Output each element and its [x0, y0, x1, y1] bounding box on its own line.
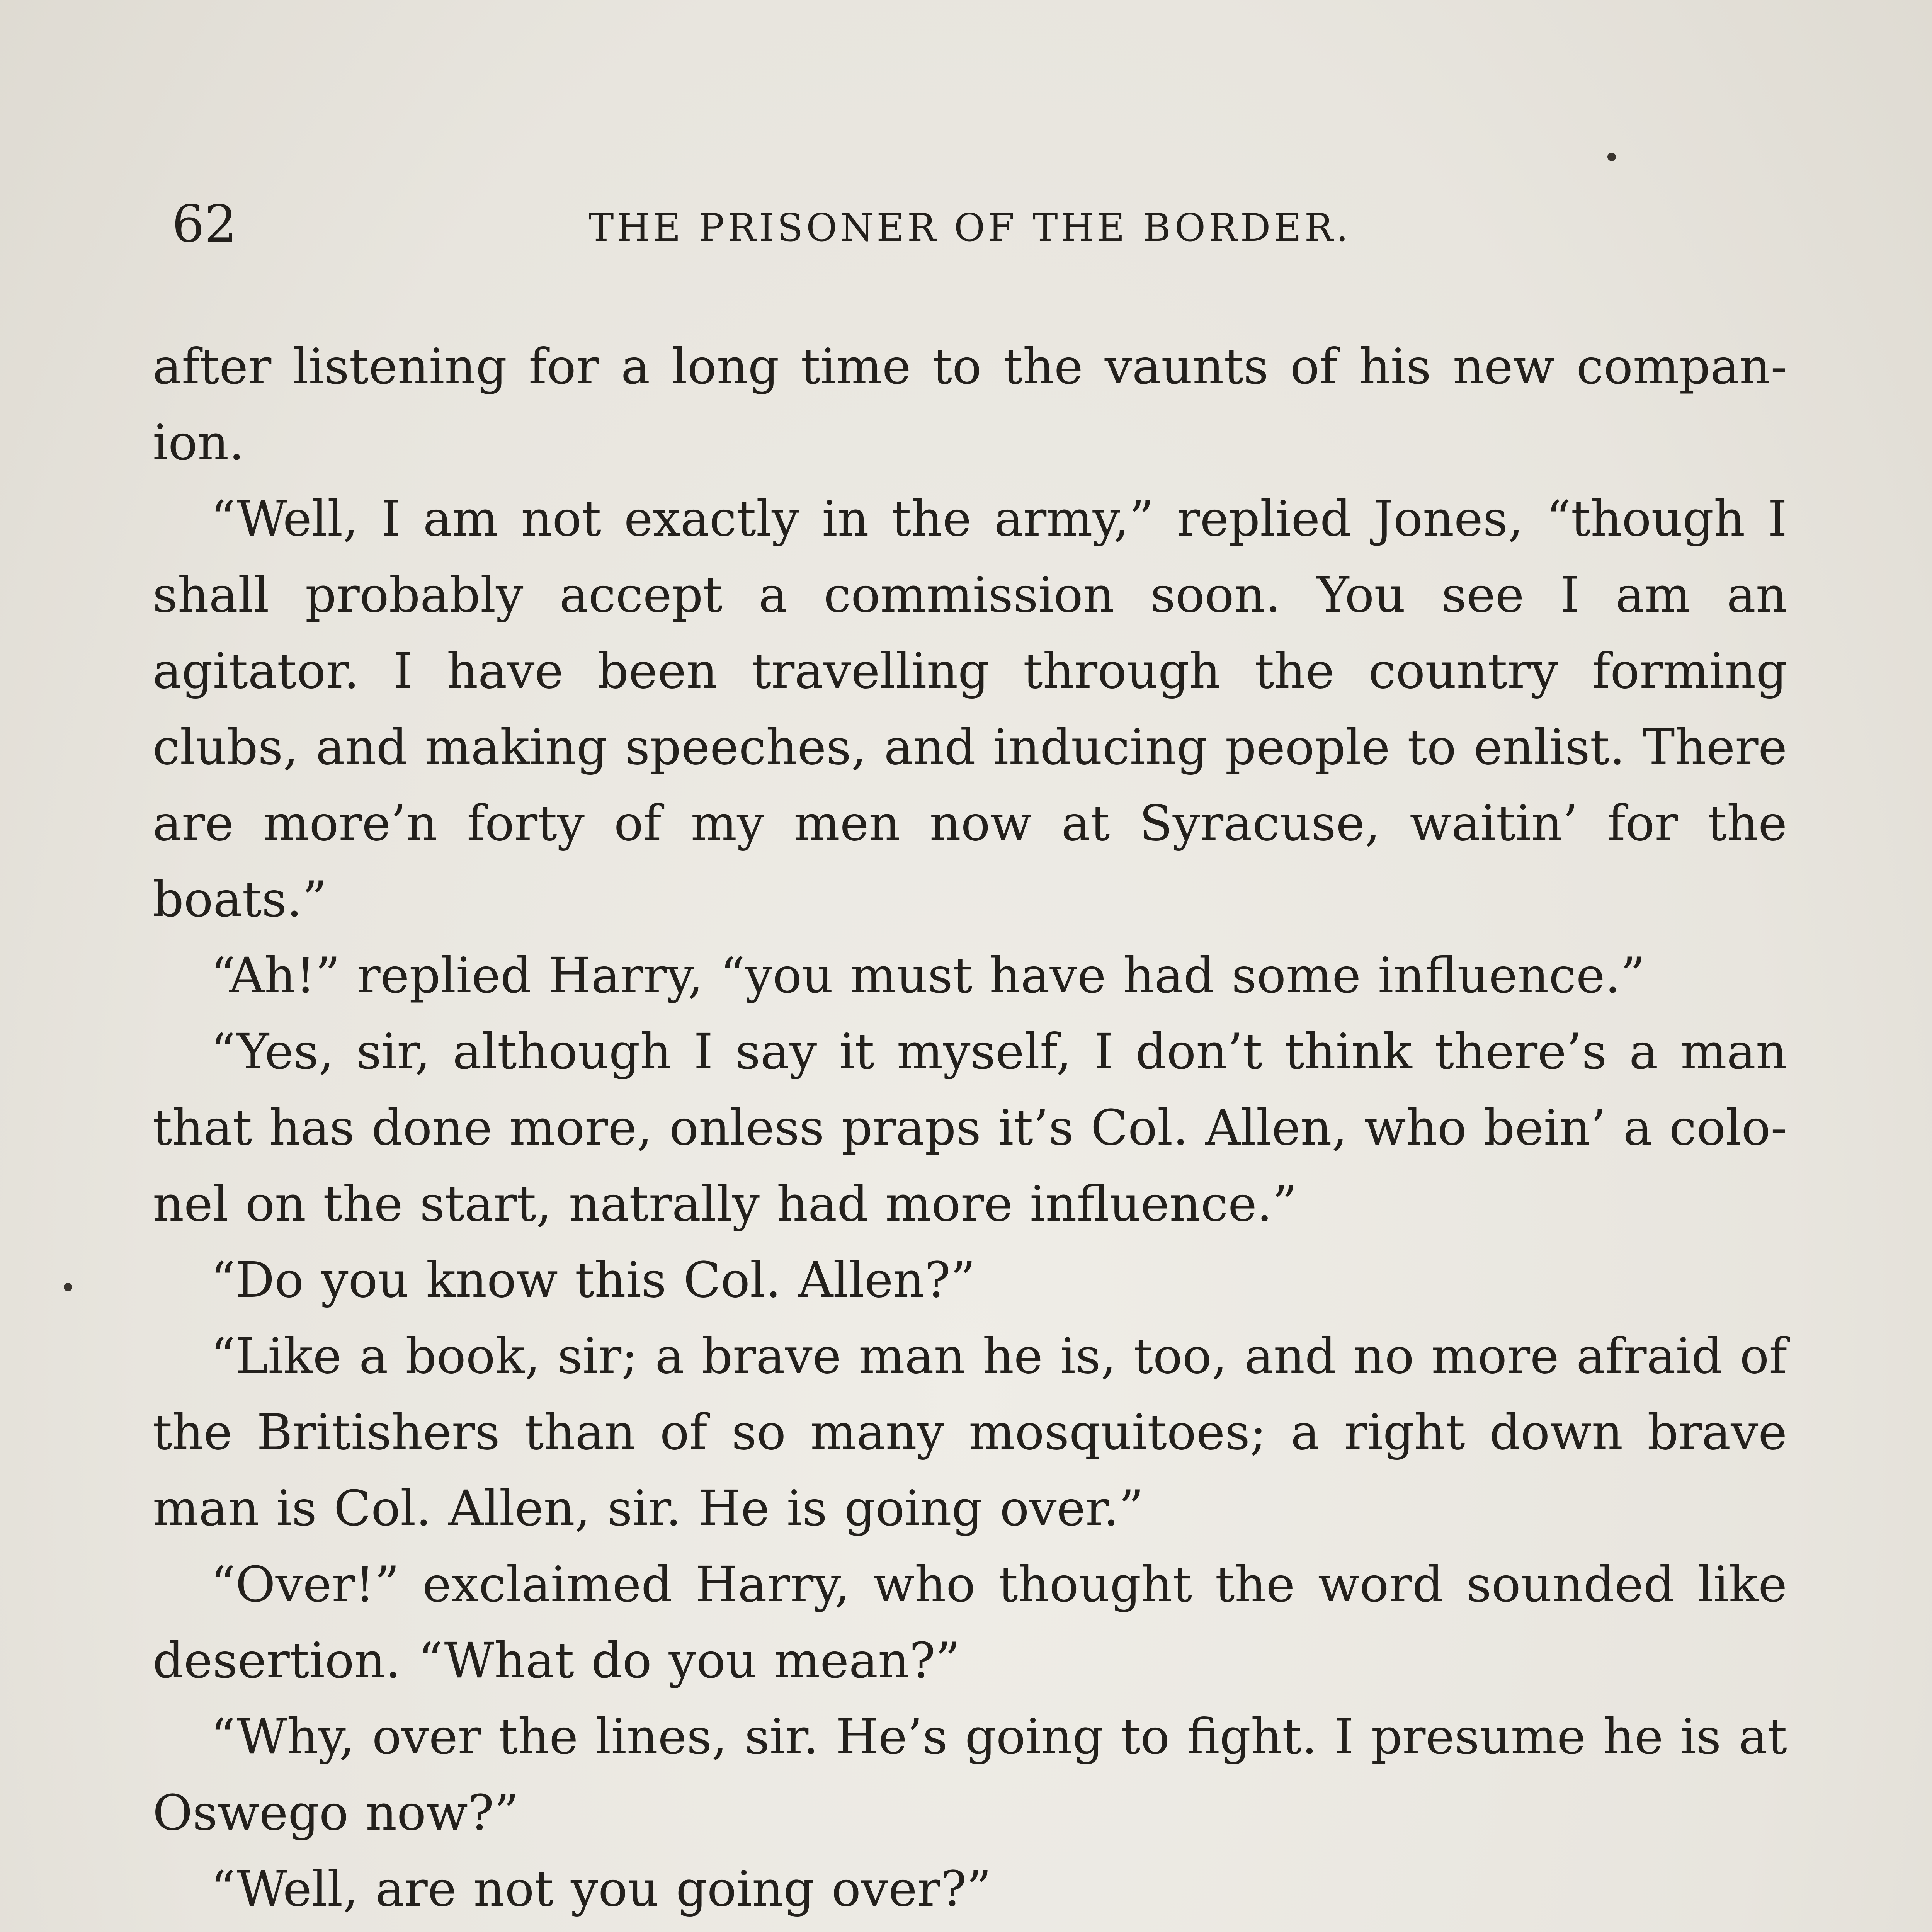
paragraph-3: “Ah!” replied Harry, “you must have had some influence.” [211, 947, 1646, 1004]
page-header [153, 193, 1787, 255]
paragraph-5: “Do you know this Col. Allen?” [211, 1252, 976, 1308]
page-number: 62 [172, 194, 237, 254]
running-title: THE PRISONER OF THE BORDER. [588, 206, 1351, 250]
paragraph-4: “Yes, sir, although I say it myself, I don’t think there’s a man that has done more, onless praps it’s Col. Allen, who bein’ a colonel on the start, natrally had more influence.” [153, 1023, 1787, 1232]
paragraph-8: “Why, over the lines, sir. He’s going to fight. I presume he is at Oswego now?” [153, 1708, 1787, 1841]
paragraph-9: “Well, are not you going over?” [211, 1861, 992, 1917]
paragraph-1: after listening for a long time to the vaunts of his new companion. [153, 338, 1787, 471]
ink-speck [1607, 153, 1616, 161]
body-text [153, 328, 1787, 1932]
paragraph-7: “Over!” exclaimed Harry, who thought the word sounded like desertion. “What do you mean?” [153, 1556, 1787, 1689]
paragraph-6: “Like a book, sir; a brave man he is, too, and no more afraid of the Britishers than of so many mosquitoes; a right down brave man is Col. Allen, sir. He is going over.” [153, 1328, 1787, 1537]
paragraph-2: “Well, I am not exactly in the army,” replied Jones, “though I shall probably accept a commission soon. You see I am an agitator. I have been travelling through the country forming clubs, and making speeches, and inducing people to enlist. There are more’n forty of my men now at Syracuse, waitin’ for the boats.” [153, 490, 1787, 928]
paragraph-10 [153, 1927, 1787, 1932]
ink-speck [64, 1283, 72, 1291]
